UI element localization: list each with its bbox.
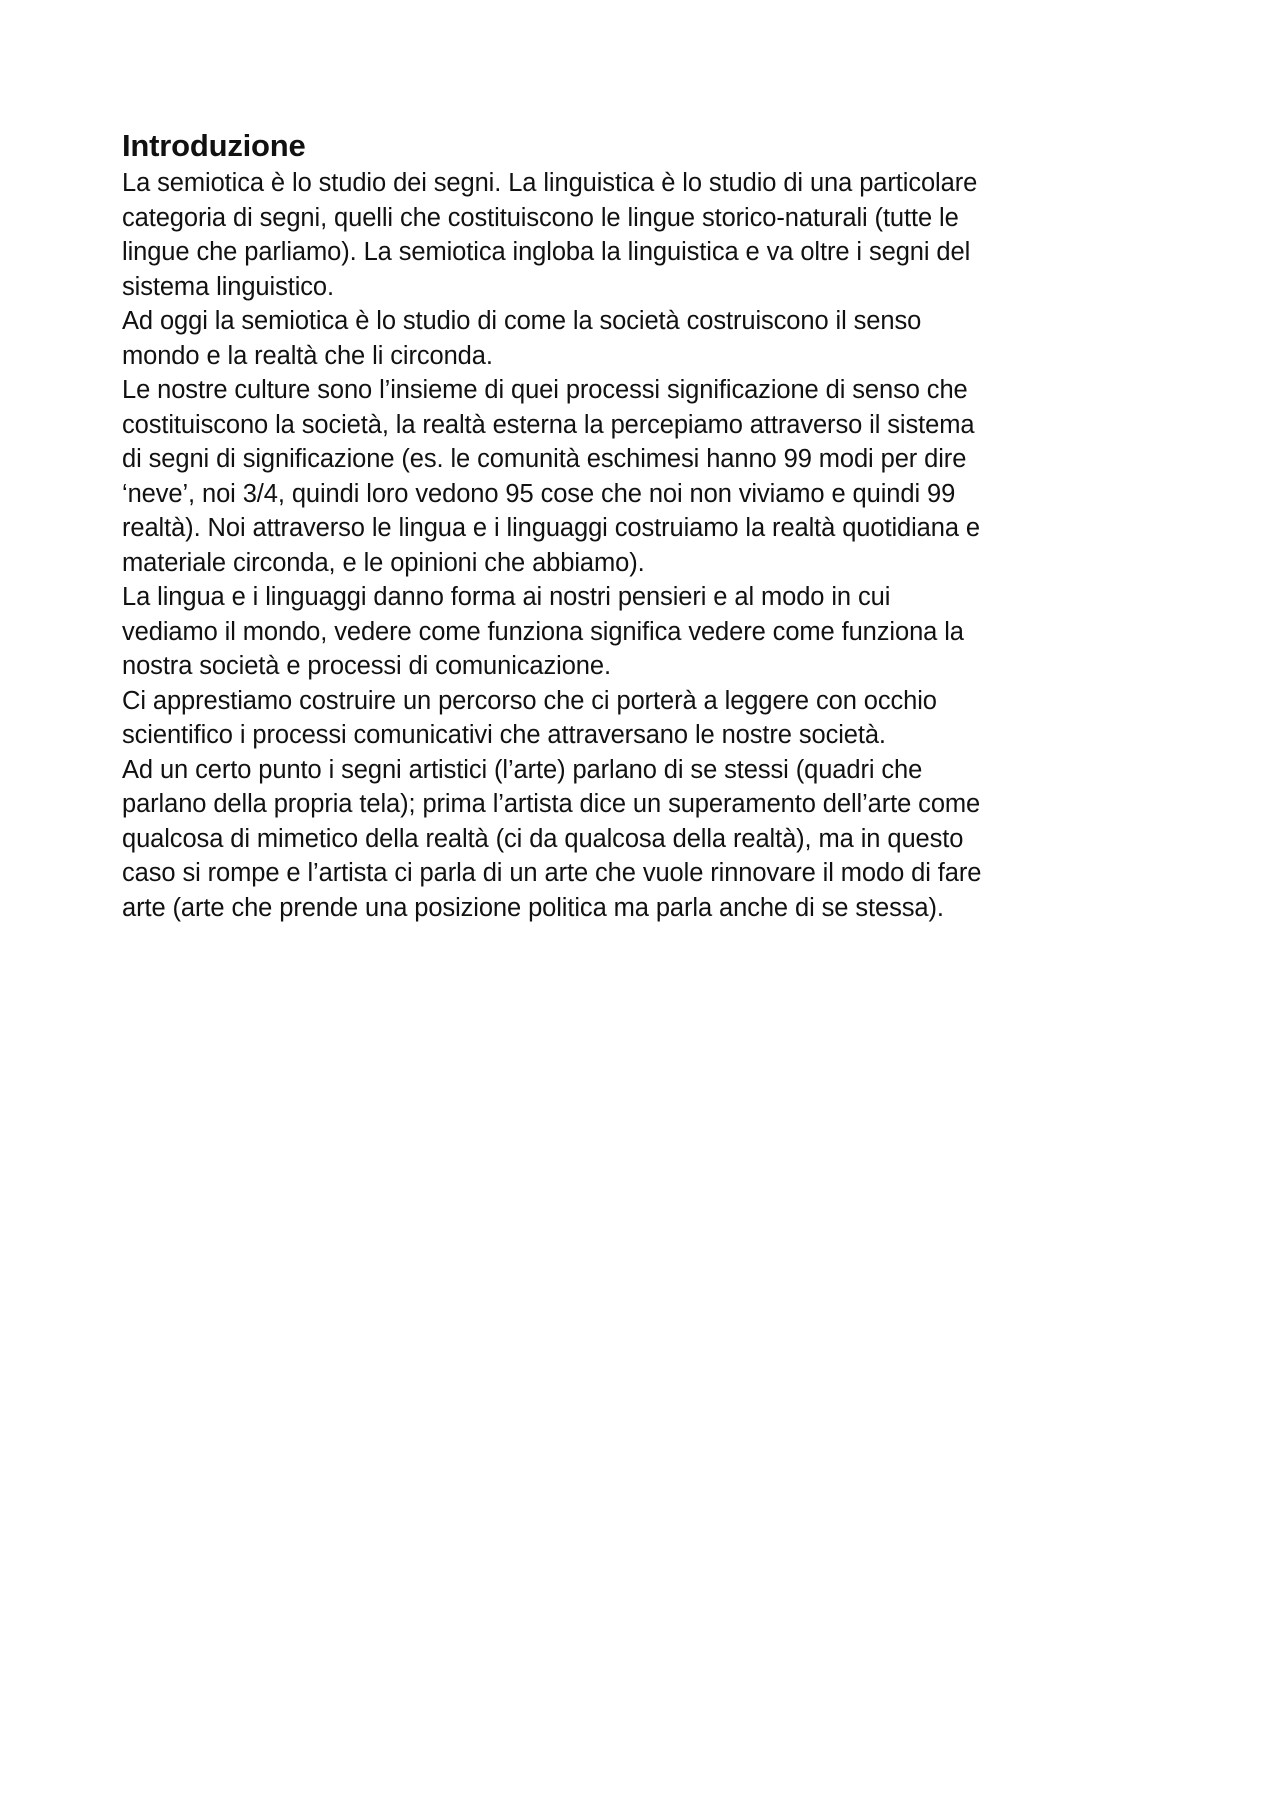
text-line: ‘neve’, noi 3/4, quindi loro vedono 95 cose che noi non viviamo e quindi 99 bbox=[122, 479, 956, 508]
text-line: qualcosa di mimetico della realtà (ci da qualcosa della realtà), ma in questo bbox=[122, 824, 964, 853]
text-line: materiale circonda, e le opinioni che abbiamo). bbox=[122, 548, 645, 577]
text-line: scientifico i processi comunicativi che attraversano le nostre società. bbox=[122, 721, 886, 749]
text-line: vediamo il mondo, vedere come funziona significa vedere come funziona la bbox=[122, 617, 964, 646]
text-line: Ad un certo punto i segni artistici (l’arte) parlano di se stessi (quadri che bbox=[122, 755, 923, 784]
text-line: Ci apprestiamo costruire un percorso che ci porterà a leggere con occhio bbox=[122, 686, 937, 715]
text-line: lingue che parliamo). La semiotica ingloba la linguistica e va oltre i segni del bbox=[122, 238, 971, 266]
text-line: Ad oggi la semiotica è lo studio di come la società costruiscono il senso bbox=[122, 307, 922, 335]
text-line: costituiscono la società, la realtà esterna la percepiamo attraverso il sistema bbox=[122, 410, 975, 439]
text-line: mondo e la realtà che li circonda. bbox=[122, 341, 493, 370]
text-line: sistema linguistico. bbox=[122, 272, 334, 301]
text-line: nostra società e processi di comunicazione. bbox=[122, 652, 611, 680]
text-line: parlano della propria tela); prima l’artista dice un superamento dell’arte come bbox=[122, 790, 981, 818]
text-line: La lingua e i linguaggi danno forma ai nostri pensieri e al modo in cui bbox=[122, 583, 891, 611]
text-line: realtà). Noi attraverso le lingua e i linguaggi costruiamo la realtà quotidiana e bbox=[122, 514, 980, 542]
text-line: categoria di segni, quelli che costituiscono le lingue storico-naturali (tutte le bbox=[122, 203, 959, 232]
text-line: arte (arte che prende una posizione politica ma parla anche di se stessa). bbox=[122, 893, 944, 922]
text-line: caso si rompe e l’artista ci parla di un arte che vuole rinnovare il modo di fare bbox=[122, 859, 982, 887]
text-line: La semiotica è lo studio dei segni. La linguistica è lo studio di una particolare bbox=[122, 169, 978, 197]
text-line: Le nostre culture sono l’insieme di quei processi significazione di senso che bbox=[122, 376, 968, 404]
text-line: di segni di significazione (es. le comunità eschimesi hanno 99 modi per dire bbox=[122, 445, 967, 473]
document-content bbox=[122, 128, 1172, 925]
section-heading: Introduzione bbox=[122, 128, 306, 163]
